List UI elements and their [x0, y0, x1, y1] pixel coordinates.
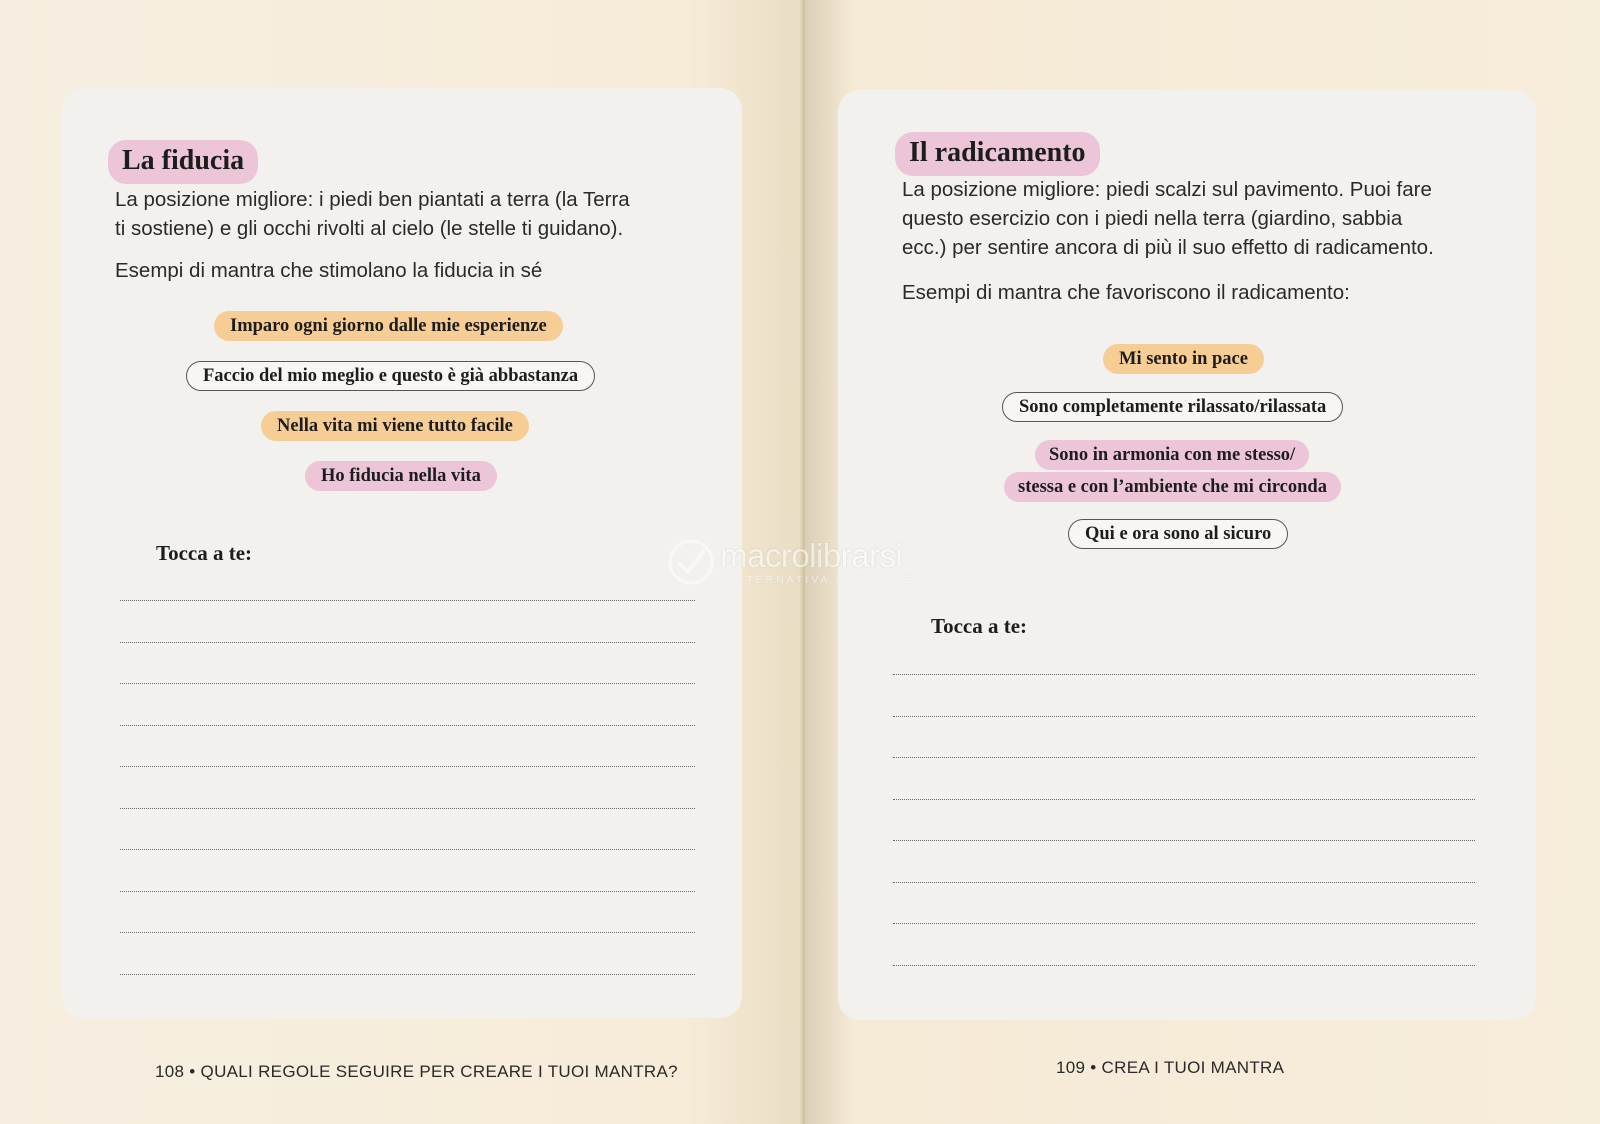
writing-line[interactable] [120, 808, 695, 809]
writing-line[interactable] [893, 716, 1475, 717]
writing-line[interactable] [120, 600, 695, 601]
mantra-pill: Faccio del mio meglio e questo è già abbastanza [186, 361, 595, 391]
writing-line[interactable] [893, 923, 1475, 924]
writing-line[interactable] [893, 882, 1475, 883]
mantra-pill: Nella vita mi viene tutto facile [261, 411, 529, 441]
left-intro-line-1: La posizione migliore: i piedi ben piantati a terra (la Terra [115, 188, 630, 211]
mantra-pill-line: stessa e con l’ambiente che mi circonda [1004, 472, 1341, 502]
right-page-footer: 109 • CREA I TUOI MANTRA [1056, 1058, 1285, 1077]
mantra-pill: Ho fiducia nella vita [305, 461, 497, 491]
left-page-footer: 108 • QUALI REGOLE SEGUIRE PER CREARE I TUOI MANTRA? [155, 1062, 678, 1081]
writing-line[interactable] [120, 642, 695, 643]
right-your-turn-label: Tocca a te: [931, 614, 1028, 638]
writing-line[interactable] [893, 799, 1475, 800]
mantra-pill: Mi sento in pace [1103, 344, 1264, 374]
right-intro-line-1: La posizione migliore: piedi scalzi sul pavimento. Puoi fare [902, 178, 1432, 201]
writing-line[interactable] [120, 891, 695, 892]
left-intro-line-2: ti sostiene) e gli occhi rivolti al cielo (le stelle ti guidano). [115, 217, 624, 240]
right-examples-intro: Esempi di mantra che favoriscono il radicamento: [902, 281, 1350, 304]
mantra-pill [1035, 440, 1309, 470]
writing-line[interactable] [120, 974, 695, 975]
writing-line[interactable] [893, 674, 1475, 675]
mantra-pill: Imparo ogni giorno dalle mie esperienze [214, 311, 563, 341]
right-intro-line-3: ecc.) per sentire ancora di più il suo effetto di radicamento. [902, 236, 1434, 259]
writing-line[interactable] [120, 725, 695, 726]
mantra-pill: Sono completamente rilassato/rilassata [1002, 392, 1343, 422]
watermark [660, 537, 960, 587]
mantra-pill [1004, 472, 1341, 502]
left-heading: La fiducia [108, 140, 258, 184]
leaf-logo-icon [666, 537, 716, 587]
writing-line[interactable] [120, 849, 695, 850]
left-examples-intro: Esempi di mantra che stimolano la fiducia in sé [115, 259, 543, 282]
mantra-pill: Qui e ora sono al sicuro [1068, 519, 1288, 549]
left-your-turn-label: Tocca a te: [156, 541, 253, 565]
writing-line[interactable] [893, 757, 1475, 758]
right-intro-line-2: questo esercizio con i piedi nella terra (giardino, sabbia [902, 207, 1403, 230]
writing-line[interactable] [120, 683, 695, 684]
watermark-brand: macrolibrarsi [720, 537, 903, 574]
mantra-pill-line: Sono in armonia con me stesso/ [1035, 440, 1309, 470]
writing-line[interactable] [893, 840, 1475, 841]
right-heading: Il radicamento [895, 132, 1100, 176]
writing-line[interactable] [893, 965, 1475, 966]
writing-line[interactable] [120, 766, 695, 767]
watermark-tagline: ALTERNATIVA NATURALE [728, 574, 915, 586]
writing-line[interactable] [120, 932, 695, 933]
